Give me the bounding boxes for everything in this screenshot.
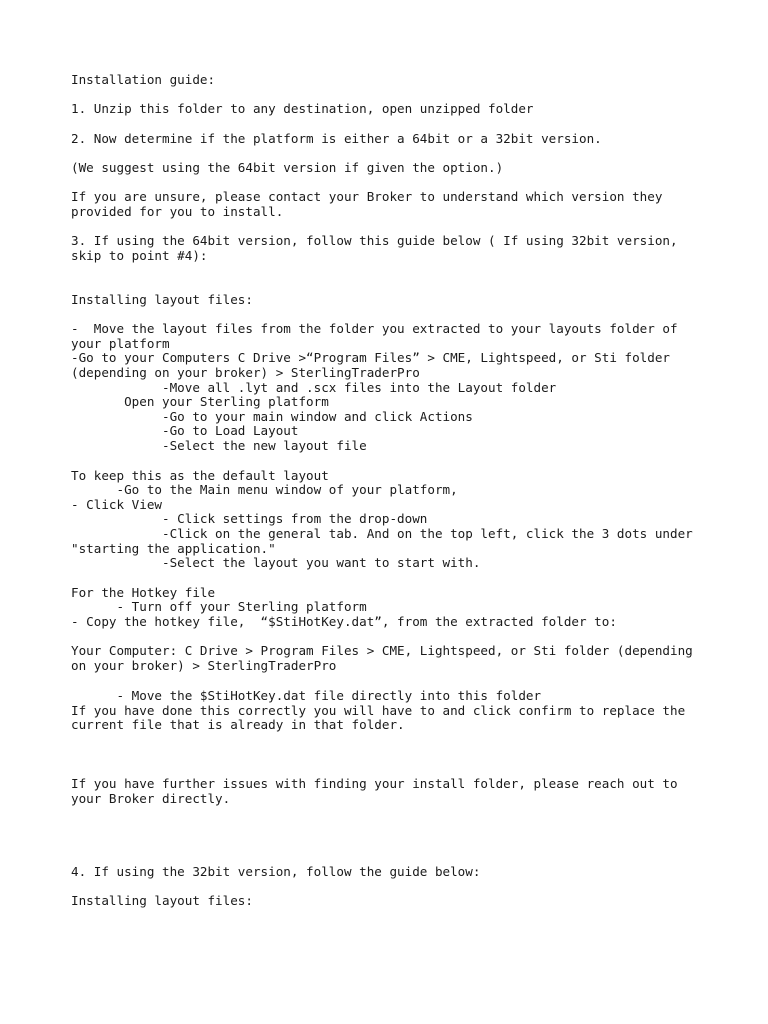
hotkey-path-line: Your Computer: C Drive > Program Files > CME, Lightspeed, or Sti folder (depending bbox=[71, 643, 693, 658]
hotkey-line: - Copy the hotkey file, “$StiHotKey.dat”, from the extracted folder to: bbox=[71, 614, 617, 629]
step-3-line-1: 3. If using the 64bit version, follow this guide below ( If using 32bit version, bbox=[71, 233, 678, 248]
layout-line: your platform bbox=[71, 336, 170, 351]
step-2: 2. Now determine if the platform is either a 64bit or a 32bit version. bbox=[71, 131, 602, 146]
step-1: 1. Unzip this folder to any destination, open unzipped folder bbox=[71, 101, 534, 116]
further-issues-line: If you have further issues with finding your install folder, please reach out to bbox=[71, 776, 678, 791]
unsure-line-2: provided for you to install. bbox=[71, 204, 284, 219]
hotkey-path-line: on your broker) > SterlingTraderPro bbox=[71, 658, 337, 673]
layout-section-32-heading: Installing layout files: bbox=[71, 893, 253, 908]
default-layout-line: - Click settings from the drop-down bbox=[71, 511, 428, 526]
step-3-line-2: skip to point #4): bbox=[71, 248, 208, 263]
layout-line: -Select the new layout file bbox=[71, 438, 367, 453]
hotkey-line: - Turn off your Sterling platform bbox=[71, 599, 367, 614]
layout-section-heading: Installing layout files: bbox=[71, 292, 253, 307]
hotkey-move-line: - Move the $StiHotKey.dat file directly into this folder bbox=[71, 688, 542, 703]
default-layout-line: -Select the layout you want to start with. bbox=[71, 555, 481, 570]
hotkey-line: For the Hotkey file bbox=[71, 585, 216, 600]
hotkey-move-line: current file that is already in that folder. bbox=[71, 717, 405, 732]
default-layout-line: To keep this as the default layout bbox=[71, 468, 329, 483]
layout-line: -Move all .lyt and .scx files into the Layout folder bbox=[71, 380, 557, 395]
unsure-line-1: If you are unsure, please contact your Broker to understand which version they bbox=[71, 189, 663, 204]
guide-heading: Installation guide: bbox=[71, 72, 216, 87]
default-layout-line: -Go to the Main menu window of your platform, bbox=[71, 482, 458, 497]
layout-line: -Go to your Computers C Drive >“Program Files” > CME, Lightspeed, or Sti folder bbox=[71, 350, 670, 365]
layout-line: -Go to Load Layout bbox=[71, 423, 299, 438]
default-layout-line: - Click View bbox=[71, 497, 162, 512]
step-4: 4. If using the 32bit version, follow the guide below: bbox=[71, 864, 481, 879]
layout-line: - Move the layout files from the folder you extracted to your layouts folder of bbox=[71, 321, 678, 336]
hotkey-move-line: If you have done this correctly you will have to and click confirm to replace the bbox=[71, 703, 686, 718]
suggestion-note: (We suggest using the 64bit version if given the option.) bbox=[71, 160, 504, 175]
default-layout-line: "starting the application." bbox=[71, 541, 276, 556]
layout-line: Open your Sterling platform bbox=[71, 394, 329, 409]
further-issues-line: your Broker directly. bbox=[71, 791, 231, 806]
default-layout-line: -Click on the general tab. And on the top left, click the 3 dots under bbox=[71, 526, 693, 541]
layout-line: -Go to your main window and click Actions bbox=[71, 409, 473, 424]
layout-line: (depending on your broker) > SterlingTraderPro bbox=[71, 365, 420, 380]
